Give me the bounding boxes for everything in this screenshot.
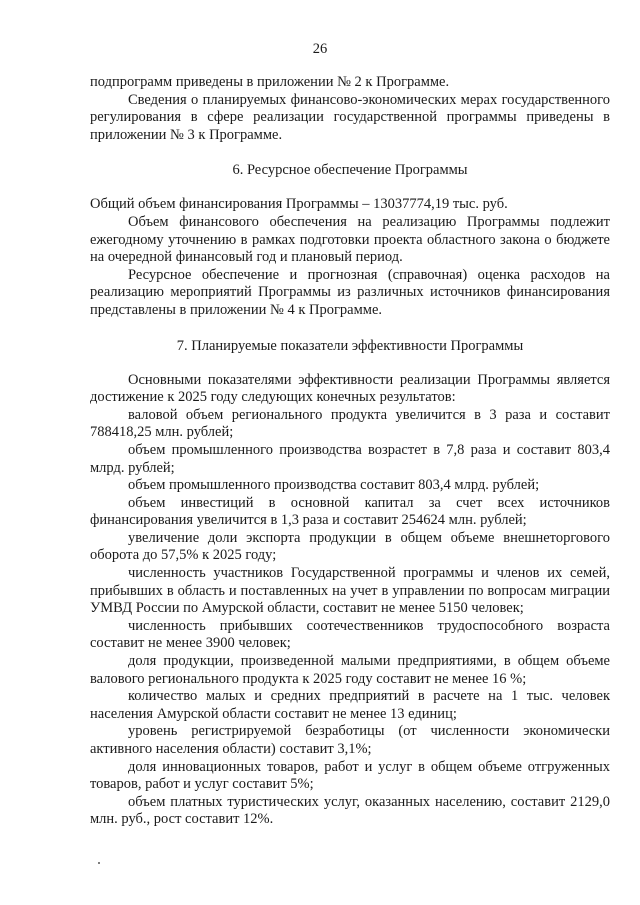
indicator-tourism-services: объем платных туристических услуг, оказанных населению, составит 2129,0 млн. руб., рост составит 12%.	[90, 793, 610, 828]
indicator-grp: валовой объем регионального продукта увеличится в 3 раза и составит 788418,25 млн. рублей;	[90, 406, 610, 441]
section-7-heading: 7. Планируемые показатели эффективности Программы	[176, 337, 524, 354]
indicator-small-business-share: доля продукции, произведенной малыми предприятиями, в общем объеме валового регионального продукта к 2025 году составит не менее 16 %;	[90, 653, 610, 687]
indicator-industrial-volume: объем промышленного производства составит 803,4 млрд. рублей;	[128, 477, 540, 494]
indicator-export-share: увеличение доли экспорта продукции в общем объеме внешнеторгового оборота до 57,5% к 2025 году;	[90, 529, 610, 564]
page-number: 26	[312, 41, 328, 57]
indicator-investments: объем инвестиций в основной капитал за счет всех источников финансирования увеличится в 1,3 раза и составит 254624 млн. рублей;	[90, 494, 610, 529]
document-body	[90, 74, 610, 829]
section-6-heading: 6. Ресурсное обеспечение Программы	[232, 162, 468, 179]
indicator-unemployment: уровень регистрируемой безработицы (от численности экономически активного населения области) составит 3,1%;	[90, 723, 610, 757]
indicator-sme-count: количество малых и средних предприятий в расчете на 1 тыс. человек населения Амурской области составит не менее 13 единиц;	[90, 688, 610, 722]
indicator-industrial-growth: объем промышленного производства возрастет в 7,8 раза и составит 803,4 млрд. рублей;	[90, 441, 610, 476]
paragraph-continuation: подпрограмм приведены в приложении № 2 к Программе.	[90, 74, 450, 90]
paragraph-regulation-measures: Сведения о планируемых финансово-экономических мерах государственного регулирования в сфере реализации государственной программы приведены в приложении № 3 к Программе.	[90, 91, 610, 143]
indicator-innovative-goods: доля инновационных товаров, работ и услуг в общем объеме отгруженных товаров, работ и услуг составит 5%;	[90, 758, 610, 793]
indicator-compatriots: численность прибывших соотечественников трудоспособного возраста составит не менее 3900 человек;	[90, 617, 610, 652]
paragraph-indicators-intro: Основными показателями эффективности реализации Программы является достижение к 2025 году следующих конечных результатов:	[90, 371, 610, 406]
paragraph-funding-clarification: Объем финансового обеспечения на реализацию Программы подлежит ежегодному уточнению в рамках подготовки проекта областного закона о бюджете на очередной финансовый год и плановый период.	[90, 213, 610, 266]
indicator-program-participants: численность участников Государственной программы и членов их семей, прибывших в область и поставленных на учет в управлении по вопросам миграции УМВД России по Амурской области, составит не менее 5150 человек;	[90, 565, 610, 617]
paragraph-total-funding: Общий объем финансирования Программы – 13037774,19 тыс. руб.	[90, 196, 508, 213]
scan-speck	[98, 862, 100, 864]
paragraph-resource-estimate: Ресурсное обеспечение и прогнозная (справочная) оценка расходов на реализацию мероприятий Программы из различных источников финансирования представлены в приложении № 4 к Программе.	[90, 266, 610, 318]
